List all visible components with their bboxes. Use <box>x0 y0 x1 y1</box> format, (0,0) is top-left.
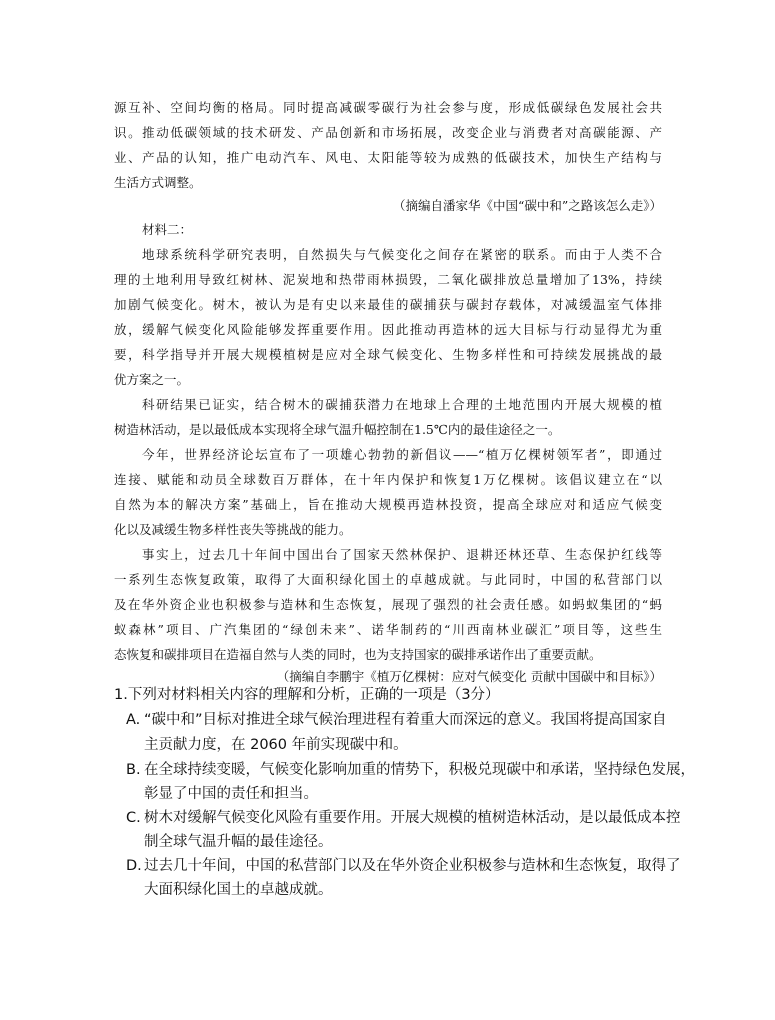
option-d <box>126 856 681 876</box>
passage-line: 一系列生态恢复政策，取得了大面积绿化国土的卓越成就。与此同时，中国的私营部门以 <box>114 572 662 587</box>
passage-line: 化以及减缓生物多样性丧失等挑战的能力。 <box>114 522 352 537</box>
passage-line: 树造林活动，是以最低成本实现将全球气温升幅控制在1.5℃内的最佳途径之一。 <box>114 422 561 437</box>
option-text: 在全球持续变暖，气候变化影响加重的情势下，积极兑现碳中和承诺，坚持绿色发展， <box>144 762 695 778</box>
passage-line: 放，缓解气候变化风险能够发挥重要作用。因此推动再造林的远大目标与行动显得尤为重 <box>114 322 662 337</box>
option-text: “碳中和”目标对推进全球气候治理进程有着重大而深远的意义。我国将提高国家自 <box>144 712 667 728</box>
option-label: A. <box>126 712 141 728</box>
passage-line: 及在华外资企业也积极参与造林和生态恢复，展现了强烈的社会责任感。如蚂蚁集团的“蚂 <box>114 597 662 612</box>
passage-line: 要，科学指导并开展大规模植树是应对全球气候变化、生物多样性和可持续发展挑战的最 <box>114 347 662 362</box>
passage-line: 连接、赋能和动员全球数百万群体，在十年内保护和恢复1万亿棵树。该倡议建立在“以 <box>114 472 662 487</box>
passage-line: 加剧气候变化。树木，被认为是有史以来最佳的碳捕获与碳封存载体，对减缓温室气体排 <box>114 297 662 312</box>
option-b <box>126 760 695 780</box>
option-a-continuation: 主贡献力度，在 2060 年前实现碳中和。 <box>144 737 408 753</box>
option-a <box>126 710 667 730</box>
question-title: 1.下列对材料相关内容的理解和分析，正确的一项是（3分） <box>114 687 500 703</box>
source-citation-text: （摘编自李鹏宇《植万亿棵树：应对气候变化 贡献中国碳中和目标》） <box>276 669 662 684</box>
material-2-heading-text: 材料二： <box>142 222 193 237</box>
option-b-continuation: 彰显了中国的责任和担当。 <box>144 786 318 802</box>
passage-line: 生活方式调整。 <box>114 175 202 190</box>
option-d-continuation: 大面积绿化国土的卓越成就。 <box>144 882 333 898</box>
option-label: C. <box>126 810 141 826</box>
passage-line: 蚁森林”项目、广汽集团的“绿创未来”、诺华制药的“川西南林业碳汇”项目等，这些生 <box>114 622 662 637</box>
passage-line: 理的土地利用导致红树林、泥炭地和热带雨林损毁，二氧化碳排放总量增加了13%，持续 <box>114 272 662 287</box>
passage-line: 地球系统科学研究表明，自然损失与气候变化之间存在紧密的联系。而由于人类不合 <box>142 247 662 262</box>
passage-line: 今年，世界经济论坛宣布了一项雄心勃勃的新倡议——“植万亿棵树领军者”，即通过 <box>142 447 662 462</box>
passage-line: 自然为本的解决方案”基础上，旨在推动大规模再造林投资，提高全球应对和适应气候变 <box>114 497 662 512</box>
option-text: 过去几十年间，中国的私营部门以及在华外资企业积极参与造林和生态恢复，取得了 <box>144 858 681 874</box>
passage-line: 态恢复和碳排项目在造福自然与人类的同时，也为支持国家的碳排承诺作出了重要贡献。 <box>114 647 602 662</box>
source-citation-text: （摘编自潘家华《中国“碳中和”之路该怎么走》） <box>392 198 662 213</box>
option-c-continuation: 制全球气温升幅的最佳途径。 <box>144 834 333 850</box>
passage-line: 识。推动低碳领域的技术研发、产品创新和市场拓展，改变企业与消费者对高碳能源、产 <box>114 125 662 140</box>
passage-line: 事实上，过去几十年间中国出台了国家天然林保护、退耕还林还草、生态保护红线等 <box>142 547 662 562</box>
passage-line: 优方案之一。 <box>114 372 190 387</box>
passage-line: 源互补、空间均衡的格局。同时提高减碳零碳行为社会参与度，形成低碳绿色发展社会共 <box>114 100 662 115</box>
passage-line: 科研结果已证实，结合树木的碳捕获潜力在地球上合理的土地范围内开展大规模的植 <box>142 397 662 412</box>
option-c <box>126 808 681 828</box>
option-text: 树木对缓解气候变化风险有重要作用。开展大规模的植树造林活动，是以最低成本控 <box>144 810 681 826</box>
option-label: B. <box>126 762 141 778</box>
passage-line: 业、产品的认知，推广电动汽车、风电、太阳能等较为成熟的低碳技术，加快生产结构与 <box>114 150 662 165</box>
option-label: D. <box>126 858 142 874</box>
